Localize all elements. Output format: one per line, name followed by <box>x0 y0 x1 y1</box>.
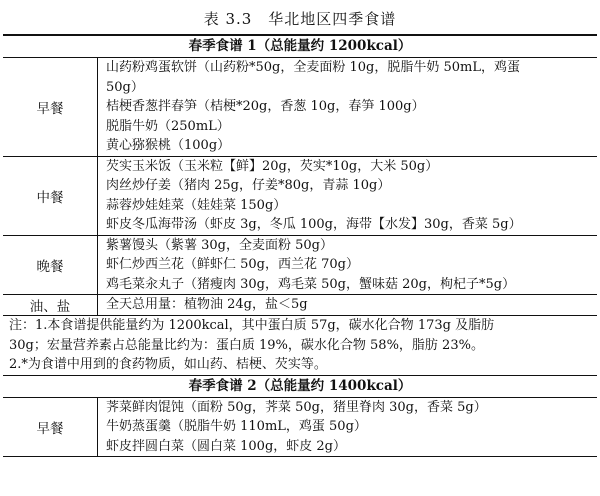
note-line: 2.*为食谱中用到的食药物质，如山药、桔梗、芡实等。 <box>9 357 327 372</box>
dish-line: 脱脂牛奶（250mL） <box>106 118 230 134</box>
dish-line: 蒜蓉炒娃娃菜（娃娃菜 150g） <box>106 197 287 213</box>
dish-line: 50g） <box>106 79 144 95</box>
meal-name: 早餐 <box>3 58 98 156</box>
dish-line: 芡实玉米饭（玉米粒【鲜】20g，芡实*10g，大米 50g） <box>106 158 439 174</box>
meal-row-dinner <box>3 236 597 296</box>
table-title: 表 3.3 华北地区四季食谱 <box>203 10 397 28</box>
meal-name: 中餐 <box>3 157 98 235</box>
dish-line: 虾皮拌圆白菜（圆白菜 100g，虾皮 2g） <box>106 438 346 454</box>
dish-line: 黄心猕猴桃（100g） <box>106 138 231 153</box>
meal-items <box>98 157 597 235</box>
meal-name: 晚餐 <box>3 236 98 295</box>
meal-items <box>98 236 597 295</box>
dish-line: 全天总用量：植物油 24g，盐＜5g <box>106 297 308 312</box>
meal-items <box>98 295 597 315</box>
meal-items <box>98 398 597 457</box>
meal-plan-table <box>3 34 597 496</box>
spring-menu-1-header: 春季食谱 1（总能量约 1200kcal） <box>3 36 597 58</box>
dish-line: 荠菜鲜肉馄饨（面粉 50g，荠菜 50g，猪里脊肉 30g，香菜 5g） <box>106 399 487 415</box>
table-notes <box>3 316 597 376</box>
meal-name: 早餐 <box>3 398 98 457</box>
meal-items <box>98 58 597 156</box>
meal-row-breakfast <box>3 58 597 157</box>
dish-line: 虾皮冬瓜海带汤（虾皮 3g，冬瓜 100g，海带【水发】30g，香菜 5g） <box>106 217 522 232</box>
dish-line: 肉丝炒仔姜（猪肉 25g，仔姜*80g，青蒜 10g） <box>106 178 391 193</box>
dish-line: 鸡毛菜汆丸子（猪瘦肉 30g，鸡毛菜 50g，蟹味菇 20g，枸杞子*5g） <box>106 276 516 292</box>
note-line: 30g；宏量营养素占总能量比约为：蛋白质 19%，碳水化合物 58%，脂肪 23%。 <box>9 337 484 353</box>
meal-row-lunch <box>3 157 597 236</box>
meal-row-breakfast-2 <box>3 398 597 458</box>
dish-line: 山药粉鸡蛋软饼（山药粉*50g，全麦面粉 10g，脱脂牛奶 50mL，鸡蛋 <box>106 60 520 75</box>
dish-line: 牛奶蒸蛋羹（脱脂牛奶 110mL，鸡蛋 50g） <box>106 419 367 434</box>
dish-line: 紫薯馒头（紫薯 30g，全麦面粉 50g） <box>106 237 333 253</box>
dish-line: 虾仁炒西兰花（鲜虾仁 50g，西兰花 70g） <box>106 257 359 272</box>
dish-line: 桔梗香葱拌春笋（桔梗*20g，香葱 10g，春笋 100g） <box>106 99 425 114</box>
note-line: 注：1.本食谱提供能量约为 1200kcal，其中蛋白质 57g，碳水化合物 173g 及脂肪 <box>9 318 495 333</box>
meal-row-oil-salt <box>3 295 597 316</box>
meal-name: 油、盐 <box>3 295 98 315</box>
spring-menu-2-header: 春季食谱 2（总能量约 1400kcal） <box>3 376 597 398</box>
